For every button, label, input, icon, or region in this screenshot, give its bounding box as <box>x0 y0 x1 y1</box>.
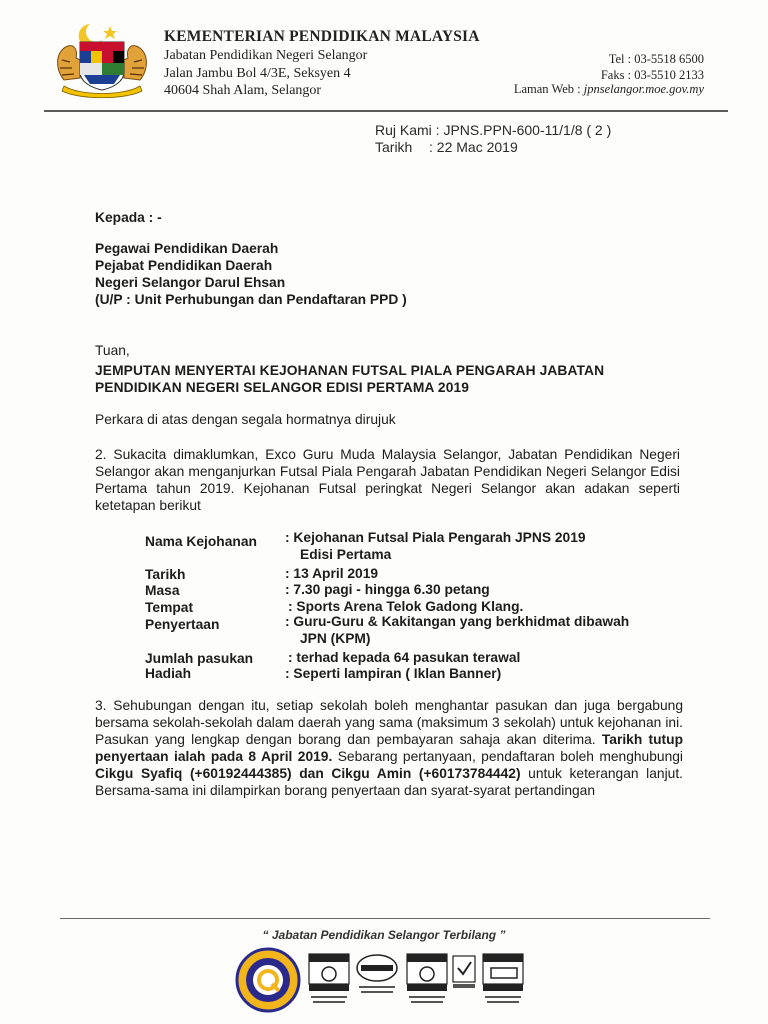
detail-value-tempat: : Sports Arena Telok Gadong Klang. <box>288 599 524 614</box>
detail-label-nama: Nama Kejohanan <box>145 534 257 549</box>
telephone <box>609 52 704 67</box>
letterhead-divider <box>44 110 728 112</box>
detail-value-nama: : Kejohanan Futsal Piala Pengarah JPNS 2019 <box>285 530 586 545</box>
contact-persons: Cikgu Syafiq (+60192444385) dan Cikgu Amin (+60173784442) <box>95 766 521 781</box>
detail-value-masa: : 7.30 pagi - hingga 6.30 petang <box>285 582 490 597</box>
malaysia-coat-of-arms-logo <box>50 20 154 98</box>
detail-label-tarikh: Tarikh <box>145 567 186 582</box>
quality-system-badge <box>407 954 447 1003</box>
detail-value-nama-cont: Edisi Pertama <box>300 547 392 562</box>
detail-label-hadiah: Hadiah <box>145 666 191 681</box>
address-line: Jabatan Pendidikan Negeri Selangor <box>164 48 368 63</box>
detail-value-jumlah: : terhad kepada 64 pasukan terawal <box>288 650 521 665</box>
footer-motto: “ Jabatan Pendidikan Selangor Terbilang ” <box>262 928 506 942</box>
date-label: Tarikh <box>375 139 413 155</box>
detail-label-penyertaan: Penyertaan <box>145 617 220 632</box>
ministry-name: KEMENTERIAN PENDIDIKAN MALAYSIA <box>164 28 480 45</box>
website-label: Laman Web : <box>513 82 581 96</box>
letter-subject: JEMPUTAN MENYERTAI KEJOHANAN FUTSAL PIALA PENGARAH JABATAN PENDIDIKAN NEGERI SELANGOR EDISI PERTAMA 2019 <box>95 363 605 395</box>
detail-label-masa: Masa <box>145 583 180 598</box>
fax-label: Faks <box>600 68 625 82</box>
address-line: Jalan Jambu Bol 4/3E, Seksyen 4 <box>164 66 351 81</box>
detail-value-hadiah: : Seperti lampiran ( Iklan Banner) <box>285 666 502 681</box>
recipient-line: (U/P : Unit Perhubungan dan Pendaftaran PPD ) <box>95 292 407 307</box>
iqnet-badge <box>483 954 523 1003</box>
footer-divider <box>60 918 710 919</box>
telephone-value: : 03-5518 6500 <box>627 52 704 66</box>
detail-label-jumlah: Jumlah pasukan <box>145 651 254 666</box>
salutation: Tuan, <box>95 343 130 358</box>
website-url[interactable]: jpnselangor.moe.gov.my <box>583 82 704 96</box>
paragraph-3 <box>95 697 683 799</box>
recipient-line: Pegawai Pendidikan Daerah <box>95 241 279 256</box>
closing-date: Tarikh tutup penyertaan ialah pada 8 April 2019. <box>95 732 684 764</box>
detail-value-penyertaan-cont: JPN (KPM) <box>300 631 371 646</box>
paragraph-1: Perkara di atas dengan segala hormatnya dirujuk <box>95 412 396 427</box>
letter-date <box>375 139 518 155</box>
detail-value-penyertaan: : Guru-Guru & Kakitangan yang berkhidmat dibawah <box>285 614 630 629</box>
fax-value: : 03-5510 2133 <box>627 68 704 82</box>
address-line: 40604 Shah Alam, Selangor <box>164 83 322 98</box>
paragraph-2: 2. Sukacita dimaklumkan, Exco Guru Muda Malaysia Selangor, Jabatan Pendidikan Negeri Selangor akan menganjurkan Futsal Piala Pengarah Jabatan Pendidikan Negeri Selangor Edisi Pertama tahun 2019. Kejohanan Futsal peringkat Negeri Selangor akan adakan seperti ketetapan berikut <box>95 447 680 513</box>
detail-value-tarikh: : 13 April 2019 <box>285 566 379 581</box>
reference-number: Ruj Kami : JPNS.PPN-600-11/1/8 ( 2 ) <box>375 122 612 138</box>
standards-badge <box>357 955 397 993</box>
paragraph-3-text: 3. Sehubungan dengan itu, setiap sekolah boleh menghantar pasukan dan juga bergabung bersama sekolah-sekolah dalam daerah yang sama (maksimum 3 sekolah) untuk kejohanan ini. Pasukan yang lengkap dengan borang dan pembayaran sahaja akan diterima. <box>95 698 683 747</box>
paragraph-3-text: untuk keterangan lanjut. Bersama-sama ini dilampirkan borang penyertaan dan syarat-syarat pertandingan <box>95 766 683 798</box>
recipient-heading: Kepada : - <box>95 210 162 225</box>
department-seal-logo <box>237 949 299 1011</box>
recipient-line: Negeri Selangor Darul Ehsan <box>95 275 286 290</box>
recipient-line: Pejabat Pendidikan Daerah <box>95 258 273 273</box>
website <box>514 82 704 97</box>
detail-label-tempat: Tempat <box>145 600 194 615</box>
telephone-label: Tel <box>608 52 625 66</box>
date-value: : 22 Mac 2019 <box>429 139 518 155</box>
certification-badges <box>235 944 535 1020</box>
iso-certificate-badge <box>453 956 475 988</box>
paragraph-3-text: Sebarang pertanyaan, pendaftaran boleh menghubungi <box>332 749 683 764</box>
quality-system-badge <box>309 954 349 1003</box>
fax <box>601 68 704 83</box>
